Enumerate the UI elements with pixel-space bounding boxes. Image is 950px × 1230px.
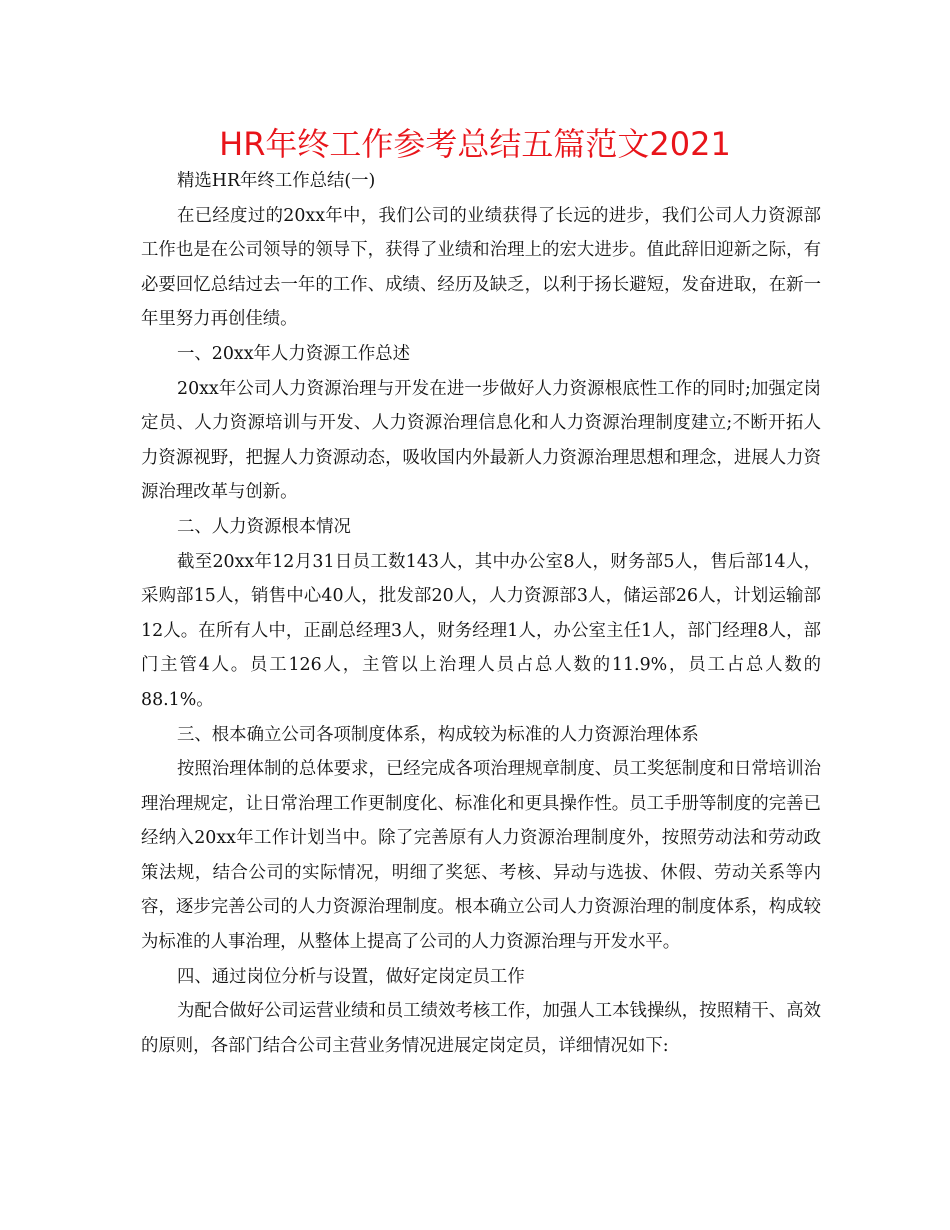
paragraph-subtitle: 精选HR年终工作总结(一): [177, 171, 376, 191]
document-title: HR年终工作参考总结五篇范文2021: [219, 125, 731, 163]
section-heading-1: 一、20xx年人力资源工作总述: [177, 343, 411, 364]
paragraph-intro: 在已经度过的20xx年中，我们公司的业绩获得了长远的进步，我们公司人力资源部工作也是在公司领导的领导下，获得了业绩和治理上的宏大进步。值此辞旧迎新之际，有必要回忆总结过去一年的工作、成绩、经历及缺乏，以利于扬长避短，发奋进取，在新一年里努力再创佳绩。: [141, 205, 821, 330]
paragraph-section-1: 20xx年公司人力资源治理与开发在进一步做好人力资源根底性工作的同时;加强定岗定员、人力资源培训与开发、人力资源治理信息化和人力资源治理制度建立;不断开拓人力资源视野，把握人力资源动态，吸收国内外最新人力资源治理思想和理念，进展人力资源治理改革与创新。: [141, 378, 821, 503]
section-heading-4: 四、通过岗位分析与设置，做好定岗定员工作: [177, 966, 525, 987]
document-body: [141, 164, 821, 1063]
section-heading-3: 三、根本确立公司各项制度体系，构成较为标准的人力资源治理体系: [177, 724, 699, 745]
paragraph-section-4: 为配合做好公司运营业绩和员工绩效考核工作，加强人工本钱操纵，按照精干、高效的原则，各部门结合公司主营业务情况进展定岗定员，详细情况如下:: [141, 1001, 821, 1056]
paragraph-section-3: 按照治理体制的总体要求，已经完成各项治理规章制度、员工奖惩制度和日常培训治理治理规定，让日常治理工作更制度化、标准化和更具操作性。员工手册等制度的完善已经纳入20xx年工作计划当中。除了完善原有人力资源治理制度外，按照劳动法和劳动政策法规，结合公司的实际情况，明细了奖惩、考核、异动与选拔、休假、劳动关系等内容，逐步完善公司的人力资源治理制度。根本确立公司人力资源治理的制度体系，构成较为标准的人事治理，从整体上提高了公司的人力资源治理与开发水平。: [141, 759, 821, 953]
section-heading-2: 二、人力资源根本情况: [177, 516, 351, 537]
paragraph-section-2: 截至20xx年12月31日员工数143人，其中办公室8人，财务部5人，售后部14人，采购部15人，销售中心40人，批发部20人，人力资源部3人，储运部26人，计划运输部12人。在所有人中，正副总经理3人，财务经理1人，办公室主任1人，部门经理8人，部门主管4人。员工126人，主管以上治理人员占总人数的11.9%，员工占总人数的88.1%。: [141, 551, 821, 710]
